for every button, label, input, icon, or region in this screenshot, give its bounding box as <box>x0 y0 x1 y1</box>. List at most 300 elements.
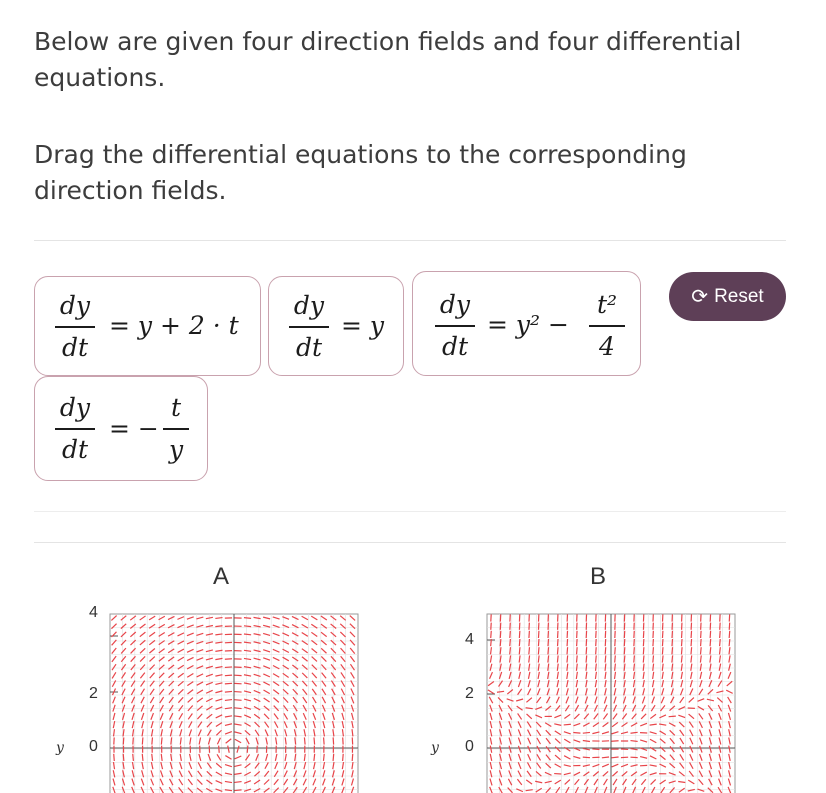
slope-mark <box>729 746 730 753</box>
slope-mark <box>197 682 203 685</box>
slope-mark <box>688 780 694 784</box>
slope-mark <box>509 713 512 720</box>
slope-mark <box>150 697 154 703</box>
slope-mark <box>548 672 549 679</box>
slope-mark <box>669 781 676 783</box>
slope-mark <box>303 697 307 703</box>
slope-mark <box>643 647 644 654</box>
slope-mark <box>180 762 182 769</box>
slope-mark <box>216 730 221 735</box>
slope-mark <box>187 690 193 694</box>
slope-mark <box>304 737 305 744</box>
slope-mark <box>652 688 654 695</box>
slope-mark <box>538 672 539 679</box>
slope-mark <box>302 665 307 670</box>
slope-mark <box>596 664 597 671</box>
slope-mark <box>199 737 200 744</box>
slope-mark <box>662 639 663 646</box>
slope-mark <box>168 633 174 637</box>
slope-mark <box>234 790 241 791</box>
slope-mark <box>669 716 676 717</box>
slope-mark <box>691 639 692 646</box>
y-axis-label: y <box>56 740 64 756</box>
slope-mark <box>254 780 260 784</box>
slope-mark <box>132 762 133 769</box>
slope-mark <box>490 672 493 679</box>
slope-mark <box>284 779 288 785</box>
slope-mark <box>352 762 353 769</box>
slope-mark <box>342 713 344 720</box>
slope-mark <box>680 738 684 744</box>
equation-card-y[interactable] <box>268 276 404 376</box>
slope-mark <box>180 754 181 761</box>
slope-mark <box>586 655 587 662</box>
slope-mark <box>633 697 635 704</box>
slope-mark <box>546 788 551 793</box>
slope-mark <box>168 649 174 653</box>
slope-mark <box>273 617 280 619</box>
slope-mark <box>341 648 346 653</box>
slope-mark <box>537 688 540 695</box>
slope-mark <box>187 682 193 686</box>
slope-mark <box>729 639 730 646</box>
slope-mark <box>546 697 549 703</box>
slope-mark <box>728 697 732 703</box>
slope-mark <box>188 713 192 719</box>
slope-mark <box>614 787 617 793</box>
slope-mark <box>285 762 287 769</box>
slope-mark <box>149 648 155 653</box>
slope-mark <box>275 729 277 736</box>
slope-mark <box>605 664 606 671</box>
slope-mark <box>602 732 609 734</box>
slope-mark <box>133 754 134 761</box>
slope-mark <box>244 772 250 775</box>
slope-mark <box>225 716 232 717</box>
slope-mark <box>700 754 703 761</box>
slope-mark <box>615 672 616 679</box>
slope-mark <box>263 682 269 685</box>
slope-mark <box>123 713 125 720</box>
slope-mark <box>292 673 298 678</box>
slope-mark <box>518 689 522 695</box>
slope-mark <box>350 664 354 670</box>
slope-mark <box>729 664 731 671</box>
slope-mark <box>225 683 232 684</box>
slope-mark <box>244 715 251 718</box>
slope-mark <box>276 737 277 744</box>
fraction-numerator: dy <box>59 291 91 320</box>
slope-mark <box>538 639 539 646</box>
slope-mark <box>168 616 174 619</box>
divider <box>34 542 786 543</box>
slope-mark <box>672 672 673 679</box>
slope-mark <box>132 697 135 704</box>
slope-mark <box>641 779 646 785</box>
slope-mark <box>719 754 721 761</box>
slope-mark <box>605 647 606 654</box>
slope-mark <box>244 723 250 727</box>
slope-mark <box>545 706 551 711</box>
slope-mark <box>729 631 730 638</box>
slope-mark <box>295 754 296 761</box>
slope-mark <box>187 625 194 627</box>
slope-mark <box>196 633 203 635</box>
slope-mark <box>141 787 144 793</box>
slope-mark <box>612 771 617 776</box>
slope-mark <box>254 626 261 627</box>
slope-mark <box>323 754 324 761</box>
slope-mark <box>178 689 183 694</box>
slope-mark <box>557 680 559 687</box>
slope-mark <box>491 639 492 646</box>
slope-mark <box>518 713 522 719</box>
slope-mark <box>557 655 558 662</box>
slope-mark <box>313 787 316 793</box>
slope-mark <box>699 689 703 695</box>
slope-mark <box>603 771 608 776</box>
slope-mark <box>140 656 145 661</box>
slope-mark <box>264 698 270 702</box>
slope-mark <box>624 672 625 679</box>
slope-mark <box>314 737 315 744</box>
slope-mark <box>132 713 134 720</box>
slope-mark <box>700 655 701 662</box>
slope-mark <box>141 689 145 695</box>
slope-mark <box>537 730 541 736</box>
slope-mark <box>265 762 268 768</box>
slope-mark <box>634 655 635 662</box>
slope-mark <box>225 667 232 668</box>
slope-mark <box>602 764 609 767</box>
slope-mark <box>678 707 685 710</box>
slope-mark <box>169 689 174 694</box>
slope-mark <box>161 737 162 744</box>
slope-mark <box>151 762 153 769</box>
divider <box>34 240 786 241</box>
slope-mark <box>546 730 551 735</box>
slope-mark <box>284 705 288 711</box>
slope-mark <box>333 754 334 761</box>
slope-mark <box>152 754 153 761</box>
slope-mark <box>254 788 260 791</box>
slope-mark <box>490 705 492 712</box>
slope-mark <box>254 698 260 701</box>
slope-mark <box>197 714 202 719</box>
slope-mark <box>323 779 326 786</box>
slope-mark <box>615 655 616 662</box>
slope-mark <box>273 649 280 652</box>
slope-mark <box>273 698 278 703</box>
slope-mark <box>681 647 682 654</box>
slope-mark <box>197 706 202 711</box>
slope-mark <box>719 762 721 769</box>
slope-mark <box>528 730 531 736</box>
slope-mark <box>509 738 511 745</box>
slope-mark <box>556 697 559 704</box>
slope-mark <box>188 788 193 793</box>
plot-b-label: B <box>590 563 607 590</box>
equation-card-neg-t-over-y[interactable] <box>34 376 208 481</box>
slope-mark <box>516 699 523 701</box>
slope-mark <box>678 782 685 783</box>
slope-mark <box>263 633 270 635</box>
equation-card-y-squared-minus-t-squared-over-4[interactable] <box>412 271 641 376</box>
slope-mark <box>576 680 577 687</box>
slope-mark <box>254 682 261 684</box>
slope-mark <box>633 688 635 695</box>
slope-mark <box>691 664 692 671</box>
slope-mark <box>670 730 675 735</box>
slope-mark <box>225 732 232 734</box>
slope-mark <box>576 664 577 671</box>
slope-mark <box>595 672 596 679</box>
slope-mark <box>631 772 637 776</box>
slope-mark <box>490 664 492 671</box>
slope-mark <box>341 656 346 662</box>
slope-mark <box>614 680 615 687</box>
slope-mark <box>564 739 570 743</box>
slope-mark <box>234 724 241 725</box>
slope-mark <box>613 713 617 719</box>
slope-mark <box>509 762 511 769</box>
fraction-denominator: y <box>168 434 184 464</box>
slope-mark <box>228 746 230 753</box>
slope-mark <box>161 754 162 761</box>
slope-mark <box>292 657 298 661</box>
slope-mark <box>490 746 491 753</box>
slope-mark <box>217 754 221 760</box>
slope-mark <box>527 722 531 728</box>
fraction-denominator: dt <box>61 332 89 362</box>
slope-mark <box>642 787 645 793</box>
slope-mark <box>187 649 194 652</box>
slope-mark <box>160 779 163 786</box>
slope-mark <box>557 664 558 671</box>
slope-mark <box>621 764 628 766</box>
slope-mark <box>132 779 134 786</box>
slope-mark <box>160 697 164 703</box>
slope-mark <box>225 756 231 760</box>
slope-mark <box>178 665 184 669</box>
slope-mark <box>488 690 494 694</box>
slope-mark <box>121 632 126 637</box>
slope-mark <box>235 732 242 734</box>
slope-mark <box>669 773 676 776</box>
slope-mark <box>729 754 731 761</box>
slope-mark <box>255 730 259 736</box>
slope-mark <box>650 732 657 734</box>
slope-mark <box>593 764 600 766</box>
equation-rhs-part: = y² − <box>487 310 569 339</box>
slope-mark <box>340 632 345 637</box>
slope-mark <box>699 762 702 769</box>
slope-mark <box>633 787 636 793</box>
slope-mark <box>719 713 721 720</box>
slope-mark <box>595 688 597 695</box>
slope-mark <box>196 650 203 652</box>
slope-mark <box>622 723 628 727</box>
slope-mark <box>538 647 539 654</box>
slope-mark <box>624 680 625 687</box>
slope-mark <box>161 762 163 769</box>
slope-mark <box>168 657 174 661</box>
slope-mark <box>720 647 721 654</box>
slope-mark <box>574 714 579 719</box>
slope-mark <box>567 680 568 687</box>
slope-mark <box>196 658 203 661</box>
slope-mark <box>351 705 353 712</box>
slope-mark <box>642 697 644 704</box>
slope-mark <box>583 765 590 767</box>
equation-rhs-part: = − <box>109 414 159 443</box>
slope-mark <box>605 655 606 662</box>
slope-mark <box>150 673 155 678</box>
slope-mark <box>557 672 558 679</box>
slope-mark <box>690 754 693 761</box>
divider <box>34 511 786 512</box>
slope-mark <box>197 779 202 784</box>
equation-rhs: = y <box>341 311 385 340</box>
slope-mark <box>292 633 298 636</box>
slope-mark <box>573 733 580 734</box>
slope-mark <box>216 715 222 718</box>
slope-mark <box>323 713 325 720</box>
slope-mark <box>554 715 561 718</box>
slope-mark <box>244 699 251 701</box>
slope-mark <box>567 647 568 654</box>
slope-mark <box>141 779 144 786</box>
slope-mark <box>699 729 702 736</box>
slope-mark <box>314 754 315 761</box>
slope-mark <box>729 655 730 662</box>
slope-mark <box>302 616 308 619</box>
slope-mark <box>720 639 721 646</box>
slope-mark <box>690 680 692 687</box>
slope-mark <box>605 680 606 687</box>
slope-mark <box>576 672 577 679</box>
slope-mark <box>546 738 550 744</box>
slope-mark <box>254 650 261 652</box>
slope-mark <box>510 639 511 646</box>
slope-mark <box>652 697 655 704</box>
slope-mark <box>341 689 344 695</box>
derivative-fraction <box>55 393 95 465</box>
slope-mark <box>321 632 327 636</box>
slope-mark <box>141 697 144 703</box>
slope-mark <box>555 705 560 711</box>
slope-mark <box>265 730 268 737</box>
slope-mark <box>132 705 135 712</box>
slope-mark <box>244 683 251 684</box>
direction-field-a[interactable] <box>108 612 360 793</box>
slope-mark <box>719 779 722 786</box>
slope-mark <box>490 655 491 662</box>
equation-card-y-plus-2t[interactable] <box>34 276 261 376</box>
slope-mark <box>196 625 203 627</box>
slope-mark <box>640 723 647 726</box>
slope-mark <box>263 642 270 644</box>
reset-button[interactable] <box>669 272 786 321</box>
slope-mark <box>680 688 683 695</box>
slope-mark <box>643 655 644 662</box>
slope-mark <box>273 633 280 636</box>
derivative-fraction <box>289 291 329 363</box>
slope-mark <box>112 656 116 662</box>
slope-mark <box>631 732 638 733</box>
y-tick-label: 2 <box>89 685 98 702</box>
slope-mark <box>604 697 606 704</box>
slope-mark <box>680 697 684 703</box>
slope-mark <box>519 664 520 671</box>
slope-mark <box>650 714 656 718</box>
slope-mark <box>633 680 634 687</box>
slope-mark <box>605 672 606 679</box>
slope-mark <box>510 647 511 654</box>
slope-mark <box>244 707 251 709</box>
slope-mark <box>615 647 616 654</box>
slope-mark <box>518 729 521 736</box>
slope-mark <box>244 634 251 635</box>
slope-mark <box>152 737 153 744</box>
slope-mark <box>263 650 270 652</box>
slope-mark <box>333 737 334 744</box>
fraction-numerator: dy <box>439 290 471 319</box>
fraction-denominator: 4 <box>599 331 615 361</box>
slope-mark <box>643 688 645 695</box>
slope-mark <box>219 746 220 753</box>
rhs-fraction <box>589 290 625 362</box>
slope-mark <box>168 641 174 645</box>
slope-mark <box>640 757 647 759</box>
slope-mark <box>672 664 673 671</box>
slope-mark <box>178 697 183 702</box>
slope-mark <box>573 740 580 742</box>
slope-mark <box>314 762 316 769</box>
instructions-text: Below are given four direction fields and four differential equations. <box>34 27 742 92</box>
slope-mark <box>519 647 520 654</box>
slope-mark <box>670 763 675 768</box>
slope-mark <box>169 681 174 686</box>
slope-mark <box>293 689 298 694</box>
slope-mark <box>510 631 511 638</box>
slope-mark <box>650 756 656 759</box>
slope-mark <box>593 723 599 727</box>
slope-mark <box>321 616 327 620</box>
direction-field-b[interactable] <box>485 612 737 793</box>
slope-mark <box>689 698 694 703</box>
slope-mark <box>489 697 493 703</box>
slope-mark <box>113 787 115 793</box>
slope-mark <box>283 787 288 793</box>
slope-mark <box>583 757 590 758</box>
slope-mark <box>312 665 317 670</box>
slope-mark <box>121 656 126 662</box>
slope-mark <box>670 755 675 760</box>
slope-mark <box>341 697 344 704</box>
y-tick-label: 2 <box>465 685 474 702</box>
slope-mark <box>350 616 355 621</box>
slope-mark <box>313 705 316 711</box>
slope-mark <box>179 705 183 711</box>
slope-mark <box>622 714 626 720</box>
slope-mark <box>538 680 540 687</box>
slope-mark <box>500 639 501 646</box>
slope-mark <box>518 762 521 769</box>
slope-mark <box>123 762 124 769</box>
slope-mark <box>140 673 144 679</box>
slope-mark <box>292 616 299 619</box>
